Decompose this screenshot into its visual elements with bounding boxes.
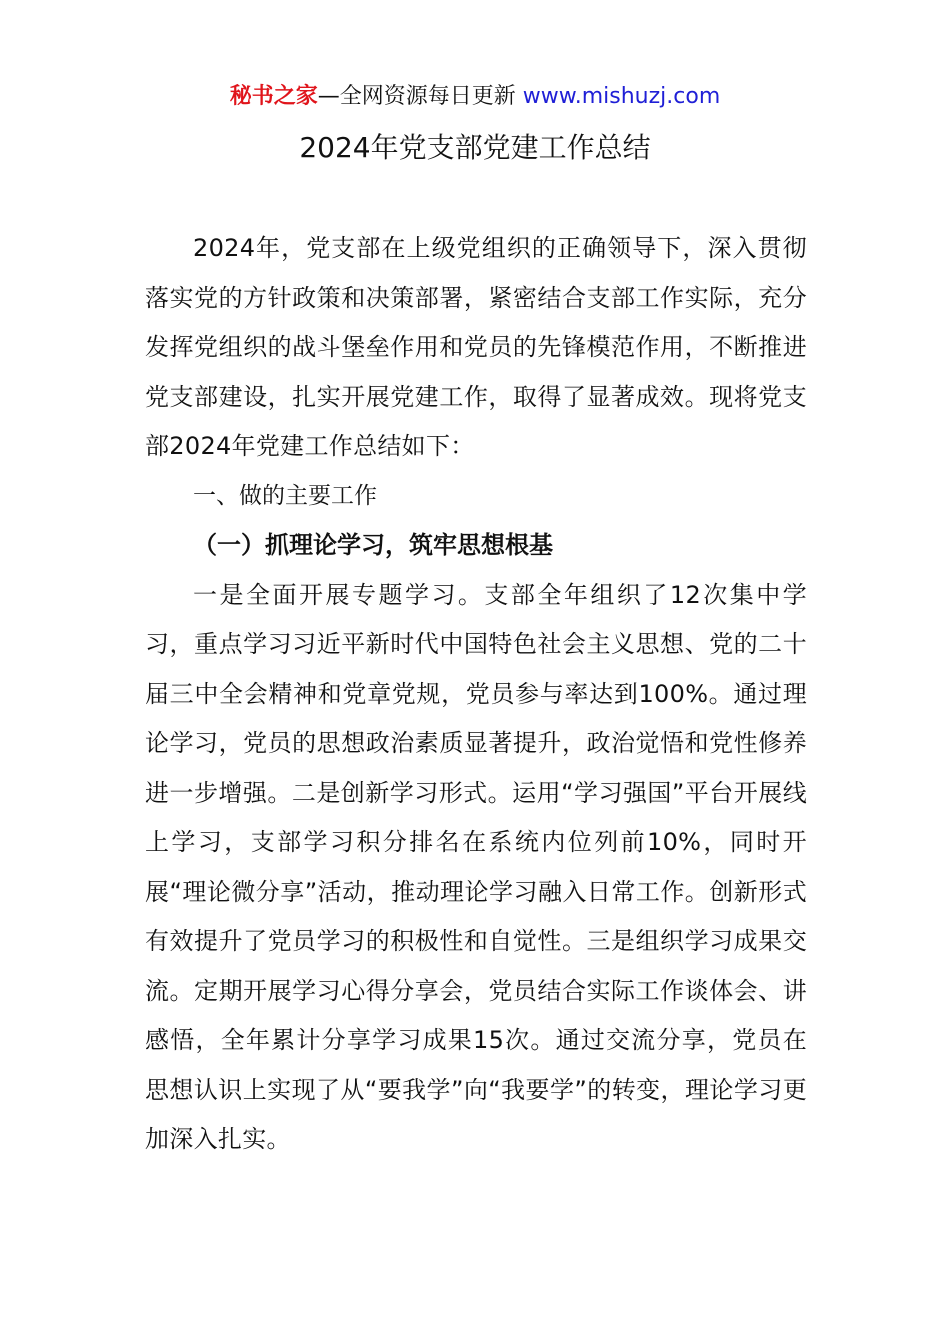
site-brand: 秘书之家 <box>229 84 318 109</box>
site-tagline: —全网资源每日更新 <box>317 84 523 109</box>
document-title: 2024年党支部党建工作总结 <box>299 131 651 164</box>
intro-paragraph: 2024年，党支部在上级党组织的正确领导下，深入贯彻落实党的方针政策和决策部署，紧密结合支部工作实际，充分发挥党组织的战斗堡垒作用和党员的先锋模范作用，不断推进党支部建设，扎实开展党建工作，取得了显著成效。现将党支部2024年党建工作总结如下： <box>145 234 807 460</box>
subsection-paragraph: 一是全面开展专题学习。支部全年组织了12次集中学习，重点学习习近平新时代中国特色社会主义思想、党的二十届三中全会精神和党章党规，党员参与率达到100%。通过理论学习，党员的思想政治素质显著提升，政治觉悟和党性修养进一步增强。二是创新学习形式。运用“学习强国”平台开展线上学习，支部学习积分排名在系统内位列前10%，同时开展“理论微分享”活动，推动理论学习融入日常工作。创新形式有效提升了党员学习的积极性和自觉性。三是组织学习成果交流。定期开展学习心得分享会，党员结合实际工作谈体会、讲感悟，全年累计分享学习成果15次。通过交流分享，党员在思想认识上实现了从“要我学”向“我要学”的转变，理论学习更加深入扎实。 <box>145 580 807 1153</box>
document-body <box>145 224 807 1165</box>
site-header <box>0 80 950 114</box>
site-url-link[interactable]: www.mishuzj.com <box>522 84 721 109</box>
subsection-heading: （一）抓理论学习，筑牢思想根基 <box>193 531 553 559</box>
section-heading: 一、做的主要工作 <box>193 482 377 509</box>
